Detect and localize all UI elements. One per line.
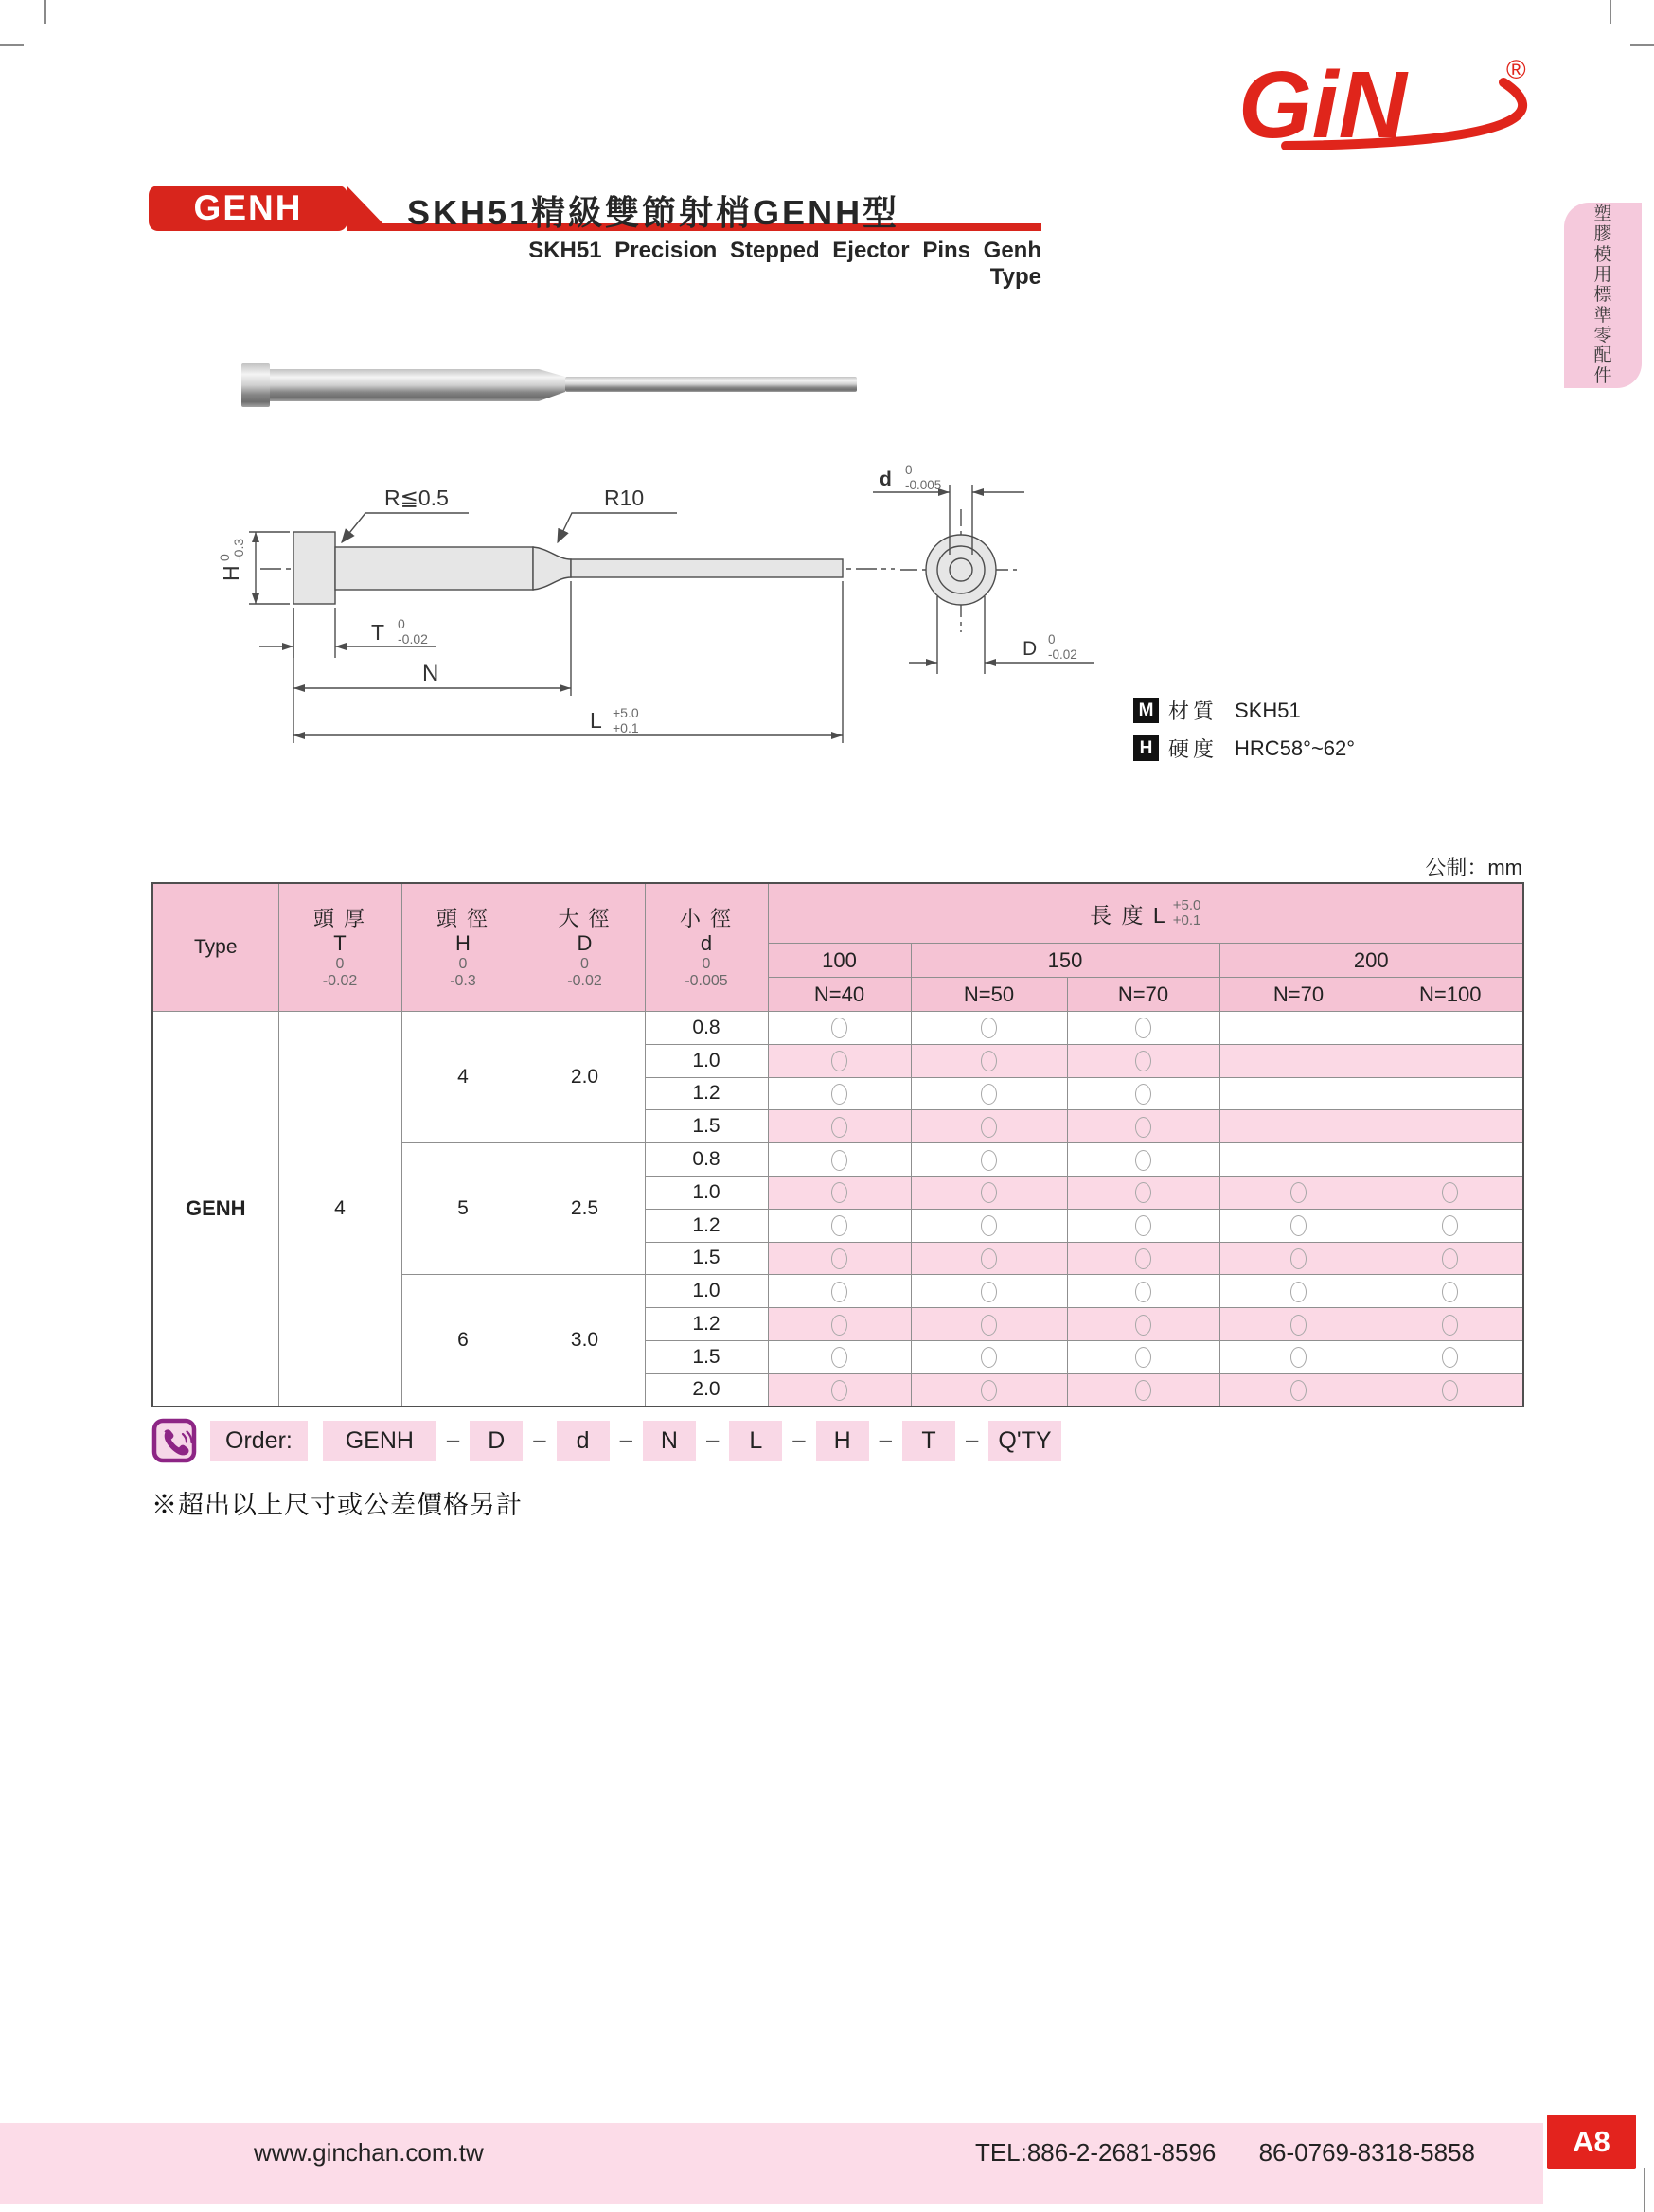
order-part-chip: L [729, 1421, 782, 1461]
availability-circle-icon [1135, 1315, 1151, 1336]
availability-circle-icon [831, 1084, 847, 1105]
crop-mark [1644, 2168, 1645, 2212]
page-title: SKH51精級雙節射梢GENH型 [407, 193, 900, 232]
crop-mark [0, 44, 24, 46]
order-label: Order: [210, 1421, 308, 1461]
order-separator: – [792, 1427, 806, 1453]
availability-circle-icon [831, 1315, 847, 1336]
availability-circle-icon [981, 1018, 997, 1038]
availability-cell [911, 1143, 1067, 1177]
svg-text:+0.1: +0.1 [613, 720, 639, 735]
d-small-cell: 1.0 [645, 1044, 768, 1077]
svg-text:GiN: GiN [1238, 52, 1407, 158]
availability-cell [1067, 1077, 1219, 1110]
sidebar-tab-char: 配 [1593, 345, 1612, 366]
col-header-d-big-sym: D [577, 930, 593, 955]
availability-cell [911, 1275, 1067, 1308]
table-body [152, 1012, 1523, 1407]
svg-text:D: D [1023, 638, 1038, 660]
col-header-length [768, 883, 1523, 944]
svg-text:N: N [422, 661, 439, 686]
availability-circle-icon [981, 1347, 997, 1368]
availability-cell [1219, 1209, 1378, 1242]
availability-cell [911, 1176, 1067, 1209]
availability-cell [1378, 1308, 1523, 1341]
col-header-t-sym: T [333, 930, 347, 955]
availability-cell [1067, 1110, 1219, 1143]
pricing-note: ※超出以上尺寸或公差價格另計 [151, 1491, 523, 1519]
svg-text:+5.0: +5.0 [613, 705, 639, 720]
availability-cell [768, 1143, 911, 1177]
col-header-d-big-tol-top: 0 [580, 955, 589, 972]
product-photo [241, 363, 857, 408]
hardness-row [1133, 734, 1355, 763]
availability-circle-icon [1135, 1380, 1151, 1401]
d-small-cell: 1.2 [645, 1077, 768, 1110]
availability-cell [911, 1373, 1067, 1407]
d-small-cell: 1.5 [645, 1242, 768, 1275]
availability-circle-icon [981, 1150, 997, 1171]
material-notes [1133, 696, 1355, 771]
availability-circle-icon [1442, 1182, 1458, 1203]
availability-circle-icon [831, 1282, 847, 1302]
spec-table [151, 882, 1522, 1407]
availability-cell [1219, 1242, 1378, 1275]
col-header-type: Type [152, 883, 278, 1012]
availability-circle-icon [1135, 1051, 1151, 1071]
availability-cell [911, 1044, 1067, 1077]
col-header-t-tol-top: 0 [335, 955, 345, 972]
svg-text:R10: R10 [604, 486, 645, 510]
availability-circle-icon [1442, 1380, 1458, 1401]
technical-drawing [161, 454, 1117, 767]
order-row [151, 1416, 1061, 1465]
availability-cell [1378, 1044, 1523, 1077]
availability-circle-icon [1135, 1282, 1151, 1302]
availability-circle-icon [981, 1282, 997, 1302]
length-group-150: 150 [911, 944, 1219, 978]
availability-circle-icon [981, 1182, 997, 1203]
availability-circle-icon [1135, 1248, 1151, 1269]
col-header-d-big [525, 883, 645, 1012]
n-col-header: N=50 [911, 978, 1067, 1012]
col-header-h [401, 883, 525, 1012]
availability-cell [1219, 1308, 1378, 1341]
availability-cell [1378, 1242, 1523, 1275]
availability-cell [768, 1209, 911, 1242]
availability-cell [1219, 1110, 1378, 1143]
hardness-badge-icon: H [1133, 735, 1159, 761]
availability-cell [1067, 1242, 1219, 1275]
sidebar-tab-char: 模 [1593, 244, 1612, 265]
availability-circle-icon [981, 1084, 997, 1105]
availability-cell [1219, 1176, 1378, 1209]
availability-cell [1378, 1340, 1523, 1373]
availability-cell [768, 1275, 911, 1308]
svg-text:H: H [219, 565, 243, 581]
order-part-chip: D [470, 1421, 523, 1461]
availability-cell [1067, 1176, 1219, 1209]
order-part-chip: N [643, 1421, 696, 1461]
svg-text:-0.005: -0.005 [905, 478, 942, 492]
page-subtitle: SKH51 Precision Stepped Ejector Pins Genh Type [528, 238, 1041, 290]
col-header-d-small-zh: 小 徑 [679, 906, 734, 930]
website-link[interactable]: www.ginchan.com.tw [254, 2138, 484, 2167]
availability-cell [1067, 1308, 1219, 1341]
svg-text:0: 0 [217, 554, 232, 561]
col-header-h-tol-top: 0 [458, 955, 468, 972]
svg-text:0: 0 [398, 616, 405, 631]
col-header-h-tol-bot: -0.3 [450, 972, 476, 989]
material-label: 材質 [1168, 699, 1218, 723]
sidebar-tab-char: 標 [1593, 285, 1612, 306]
col-header-t [278, 883, 401, 1012]
t-cell: 4 [278, 1012, 401, 1407]
hardness-label: 硬度 [1168, 737, 1218, 761]
availability-cell [768, 1176, 911, 1209]
availability-cell [911, 1077, 1067, 1110]
svg-text:-0.3: -0.3 [231, 538, 246, 561]
availability-cell [1378, 1176, 1523, 1209]
crop-mark [1610, 0, 1611, 24]
availability-circle-icon [1290, 1380, 1307, 1401]
d-small-cell: 1.5 [645, 1110, 768, 1143]
material-badge-icon: M [1133, 698, 1159, 723]
col-header-d-big-zh: 大 徑 [558, 906, 612, 930]
availability-cell [1067, 1340, 1219, 1373]
order-separator: – [619, 1427, 632, 1453]
availability-cell [1378, 1275, 1523, 1308]
availability-cell [768, 1012, 911, 1045]
availability-circle-icon [1135, 1347, 1151, 1368]
availability-circle-icon [981, 1215, 997, 1236]
n-col-header: N=100 [1378, 978, 1523, 1012]
availability-cell [768, 1110, 911, 1143]
availability-cell [1378, 1209, 1523, 1242]
page-number-badge: A8 [1547, 2115, 1636, 2169]
availability-circle-icon [1135, 1084, 1151, 1105]
availability-circle-icon [831, 1182, 847, 1203]
availability-circle-icon [1442, 1248, 1458, 1269]
availability-cell [911, 1340, 1067, 1373]
series-code-badge: GENH [149, 186, 347, 231]
availability-circle-icon [1135, 1150, 1151, 1171]
availability-cell [768, 1308, 911, 1341]
sidebar-category-tab [1564, 203, 1642, 388]
h-cell: 5 [401, 1143, 525, 1275]
col-header-d-small-tol-bot: -0.005 [685, 972, 728, 989]
hardness-value: HRC58°~62° [1235, 735, 1356, 760]
svg-text:0: 0 [1048, 632, 1056, 646]
availability-circle-icon [1290, 1347, 1307, 1368]
order-part-chip: H [816, 1421, 869, 1461]
sidebar-tab-char: 用 [1593, 265, 1612, 286]
order-separator: – [879, 1427, 893, 1453]
sidebar-tab-char: 準 [1593, 305, 1612, 326]
availability-circle-icon [981, 1315, 997, 1336]
availability-cell [1378, 1077, 1523, 1110]
order-separator: – [966, 1427, 979, 1453]
h-cell: 6 [401, 1275, 525, 1407]
order-separator: – [533, 1427, 546, 1453]
col-header-d-big-tol-bot: -0.02 [567, 972, 602, 989]
availability-cell [1219, 1340, 1378, 1373]
availability-circle-icon [831, 1150, 847, 1171]
availability-cell [911, 1242, 1067, 1275]
svg-text:T: T [371, 620, 385, 645]
sidebar-tab-char: 零 [1593, 325, 1612, 345]
availability-cell [768, 1077, 911, 1110]
svg-text:0: 0 [905, 463, 913, 477]
availability-cell [1067, 1275, 1219, 1308]
d-big-cell: 2.5 [525, 1143, 645, 1275]
svg-text:R≦0.5: R≦0.5 [384, 486, 449, 510]
col-header-h-zh: 頭 徑 [436, 906, 490, 930]
availability-cell [1378, 1143, 1523, 1177]
crop-mark [44, 0, 46, 24]
availability-cell [768, 1373, 911, 1407]
availability-circle-icon [831, 1018, 847, 1038]
phone-icon [151, 1418, 197, 1463]
col-header-d-small-tol-top: 0 [702, 955, 711, 972]
telephone-1: TEL:886-2-2681-8596 [974, 2138, 1217, 2167]
availability-cell [1219, 1044, 1378, 1077]
h-cell: 4 [401, 1012, 525, 1143]
n-col-header: N=70 [1067, 978, 1219, 1012]
d-small-cell: 1.0 [645, 1275, 768, 1308]
col-header-length-zh: 長 度 L [1090, 902, 1167, 928]
availability-circle-icon [981, 1248, 997, 1269]
d-big-cell: 2.0 [525, 1012, 645, 1143]
availability-circle-icon [1290, 1315, 1307, 1336]
availability-circle-icon [1290, 1282, 1307, 1302]
svg-text:-0.02: -0.02 [1048, 647, 1077, 662]
availability-cell [1067, 1012, 1219, 1045]
availability-circle-icon [1135, 1182, 1151, 1203]
availability-cell [1219, 1077, 1378, 1110]
availability-circle-icon [1442, 1215, 1458, 1236]
d-small-cell: 2.0 [645, 1373, 768, 1407]
availability-cell [1378, 1373, 1523, 1407]
d-small-cell: 1.5 [645, 1340, 768, 1373]
availability-cell [1067, 1373, 1219, 1407]
d-small-cell: 0.8 [645, 1012, 768, 1045]
crop-mark [1630, 44, 1654, 46]
n-col-header: N=40 [768, 978, 911, 1012]
d-small-cell: 0.8 [645, 1143, 768, 1177]
availability-circle-icon [831, 1248, 847, 1269]
telephone-numbers [975, 2138, 1475, 2168]
availability-circle-icon [1442, 1282, 1458, 1302]
col-header-d-small [645, 883, 768, 1012]
length-group-200: 200 [1219, 944, 1523, 978]
availability-circle-icon [831, 1347, 847, 1368]
availability-cell [1219, 1143, 1378, 1177]
availability-circle-icon [981, 1051, 997, 1071]
d-small-cell: 1.2 [645, 1308, 768, 1341]
sidebar-tab-char: 塑 [1593, 204, 1612, 225]
order-part-chip: T [902, 1421, 955, 1461]
availability-circle-icon [1442, 1347, 1458, 1368]
sidebar-tab-char: 件 [1593, 365, 1612, 386]
table-row [152, 1012, 1523, 1045]
availability-circle-icon [1290, 1215, 1307, 1236]
col-header-h-sym: H [455, 930, 471, 955]
col-header-length-tol-top: +5.0 [1172, 897, 1201, 913]
availability-cell [911, 1110, 1067, 1143]
availability-circle-icon [831, 1380, 847, 1401]
availability-circle-icon [1290, 1182, 1307, 1203]
order-part-chip: d [557, 1421, 610, 1461]
col-header-t-tol-bot: -0.02 [322, 972, 358, 989]
availability-circle-icon [1135, 1117, 1151, 1138]
availability-circle-icon [1290, 1248, 1307, 1269]
availability-cell [1067, 1209, 1219, 1242]
availability-cell [1219, 1373, 1378, 1407]
availability-cell [1067, 1044, 1219, 1077]
svg-text:-0.02: -0.02 [398, 631, 428, 646]
d-small-cell: 1.2 [645, 1209, 768, 1242]
material-value: SKH51 [1235, 698, 1301, 722]
order-part-chip: GENH [323, 1421, 436, 1461]
availability-cell [1219, 1012, 1378, 1045]
col-header-t-zh: 頭 厚 [312, 906, 367, 930]
availability-cell [768, 1044, 911, 1077]
availability-cell [768, 1340, 911, 1373]
sidebar-tab-char: 膠 [1593, 224, 1612, 245]
order-separator: – [446, 1427, 460, 1453]
availability-cell [911, 1012, 1067, 1045]
availability-cell [1067, 1143, 1219, 1177]
availability-circle-icon [1135, 1215, 1151, 1236]
availability-circle-icon [831, 1051, 847, 1071]
availability-circle-icon [831, 1215, 847, 1236]
availability-circle-icon [981, 1380, 997, 1401]
type-cell: GENH [152, 1012, 278, 1407]
availability-cell [1378, 1012, 1523, 1045]
availability-cell [768, 1242, 911, 1275]
availability-cell [1219, 1275, 1378, 1308]
d-small-cell: 1.0 [645, 1176, 768, 1209]
svg-text:®: ® [1506, 55, 1526, 84]
availability-circle-icon [1135, 1018, 1151, 1038]
n-col-header: N=70 [1219, 978, 1378, 1012]
d-big-cell: 3.0 [525, 1275, 645, 1407]
availability-circle-icon [1442, 1315, 1458, 1336]
gin-logo [1221, 43, 1543, 161]
availability-cell [911, 1209, 1067, 1242]
telephone-2: 86-0769-8318-5858 [1258, 2138, 1475, 2167]
footer-band [0, 2123, 1543, 2204]
availability-cell [911, 1308, 1067, 1341]
svg-text:d: d [880, 469, 892, 490]
col-header-d-small-sym: d [700, 930, 713, 955]
col-header-length-tol-bot: +0.1 [1172, 912, 1201, 929]
availability-circle-icon [831, 1117, 847, 1138]
unit-label: 公制：mm [1425, 856, 1522, 879]
order-part-chip: Q'TY [988, 1421, 1060, 1461]
availability-circle-icon [981, 1117, 997, 1138]
svg-text:L: L [590, 708, 602, 733]
length-group-100: 100 [768, 944, 911, 978]
order-separator: – [705, 1427, 720, 1453]
material-row [1133, 696, 1355, 725]
availability-cell [1378, 1110, 1523, 1143]
